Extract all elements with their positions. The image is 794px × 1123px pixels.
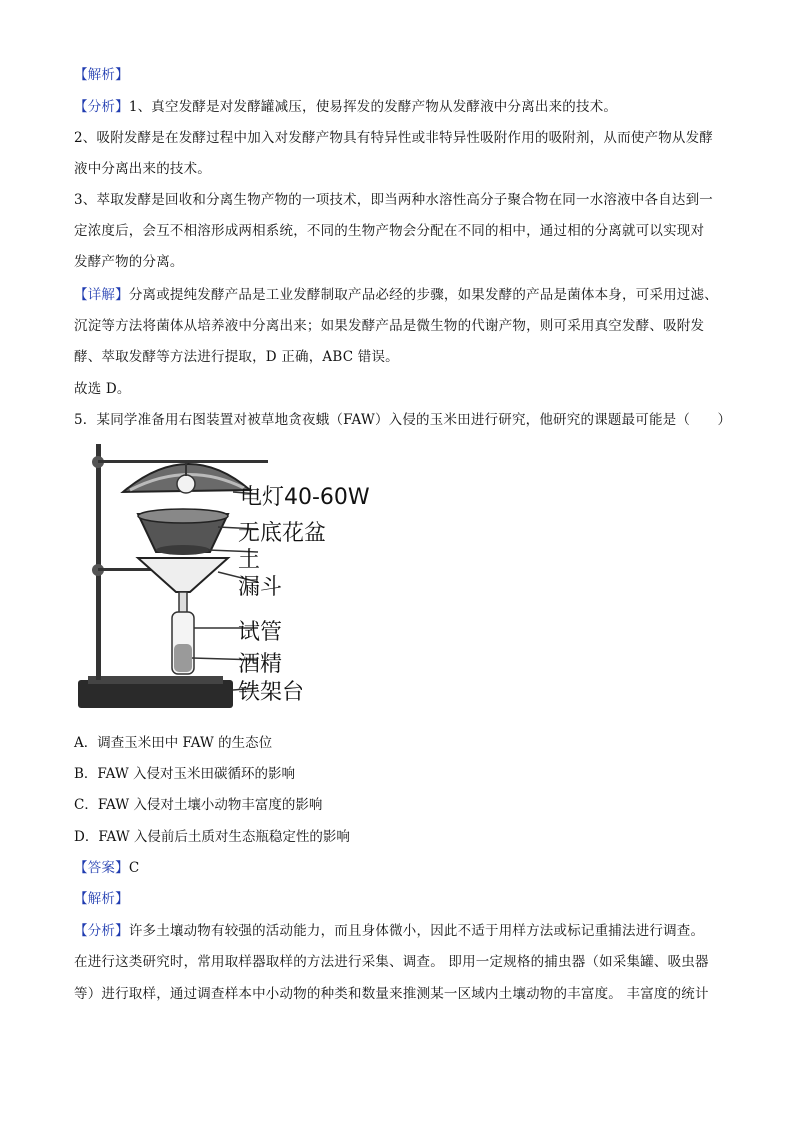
label-alcohol: 酒精 xyxy=(238,652,283,677)
detail-line-3: 酵、萃取发酵等方法进行提取，D 正确，ABC 错误。 xyxy=(74,349,399,365)
conclusion-line: 故选 D。 xyxy=(74,381,131,397)
analysis-line-4: 3、萃取发酵是回收和分离生物产物的一项技术，即当两种水溶性高分子聚合物在同一水溶液中各自达到一 xyxy=(74,192,713,208)
answer-line xyxy=(74,858,734,878)
analysis-line-2: 2、吸附发酵是在发酵过程中加入对发酵产物具有特异性或非特异性吸附作用的吸附剂，从而使产物从发酵 xyxy=(74,130,713,146)
stand-rod xyxy=(96,444,101,680)
detail-tag: 【详解】 xyxy=(74,287,129,303)
option-b: B．FAW 入侵对玉米田碳循环的影响 xyxy=(74,766,295,782)
apparatus-drawing xyxy=(68,432,368,722)
analysis-line-3: 液中分离出来的技术。 xyxy=(74,161,211,177)
answer-tag: 【答案】 xyxy=(74,860,129,876)
analysis-tag: 【分析】 xyxy=(74,99,129,115)
option-d: D．FAW 入侵前后土质对生态瓶稳定性的影响 xyxy=(74,829,350,845)
answer-analysis-text: 许多土壤动物有较强的活动能力，而且身体微小，因此不适于用样方法或标记重捕法进行调查。 xyxy=(128,923,705,939)
label-soil: 土 xyxy=(238,548,261,573)
detail-text: 分离或提纯发酵产品是工业发酵制取产品必经的步骤，如果发酵的产品是菌体本身，可采用过滤、 xyxy=(128,287,718,303)
answer-analysis-line-3: 等）进行取样，通过调查样本中小动物的种类和数量来推测某一区域内土壤动物的丰富度。 丰富度的统计 xyxy=(74,986,709,1002)
option-c: C．FAW 入侵对土壤小动物丰富度的影响 xyxy=(74,797,323,813)
analysis-line-1 xyxy=(74,97,734,117)
jiexi-heading: 【解析】 xyxy=(74,67,129,83)
stand-base xyxy=(78,680,233,708)
lamp-bulb xyxy=(177,475,195,493)
answer-value: C xyxy=(128,860,140,876)
question-stem: 5．某同学准备用右图装置对被草地贪夜蛾（FAW）入侵的玉米田进行研究，他研究的课题最可能是（ ） xyxy=(74,412,732,428)
analysis-line-6: 发酵产物的分离。 xyxy=(74,254,184,270)
label-stand: 铁架台 xyxy=(238,680,305,705)
analysis-line-5: 定浓度后，会互不相溶形成两相系统，不同的生物产物会分配在不同的相中，通过相的分离就可以实现对 xyxy=(74,223,705,239)
apparatus-figure xyxy=(68,432,368,722)
answer-analysis-tag: 【分析】 xyxy=(74,923,129,939)
label-tube: 试管 xyxy=(238,620,283,645)
label-lamp: 电灯40-60W xyxy=(240,485,370,510)
answer-analysis-line-1 xyxy=(74,921,734,941)
answer-analysis-line-2: 在进行这类研究时，常用取样器取样的方法进行采集、调查。 即用一定规格的捕虫器（如采集罐、吸虫器 xyxy=(74,954,709,970)
answer-jiexi-heading: 【解析】 xyxy=(74,891,129,907)
detail-line-1 xyxy=(74,285,734,305)
option-a: A．调查玉米田中 FAW 的生态位 xyxy=(74,735,273,751)
label-pot: 无底花盆 xyxy=(238,521,327,546)
label-funnel: 漏斗 xyxy=(238,575,283,600)
alcohol-liquid xyxy=(174,644,192,672)
funnel xyxy=(138,558,228,592)
detail-line-2: 沉淀等方法将菌体从培养液中分离出来；如果发酵产品是微生物的代谢产物，则可采用真空发酵、吸附发 xyxy=(74,318,705,334)
analysis-text: 1、真空发酵是对发酵罐减压，使易挥发的发酵产物从发酵液中分离出来的技术。 xyxy=(128,99,618,115)
soil xyxy=(156,545,210,555)
